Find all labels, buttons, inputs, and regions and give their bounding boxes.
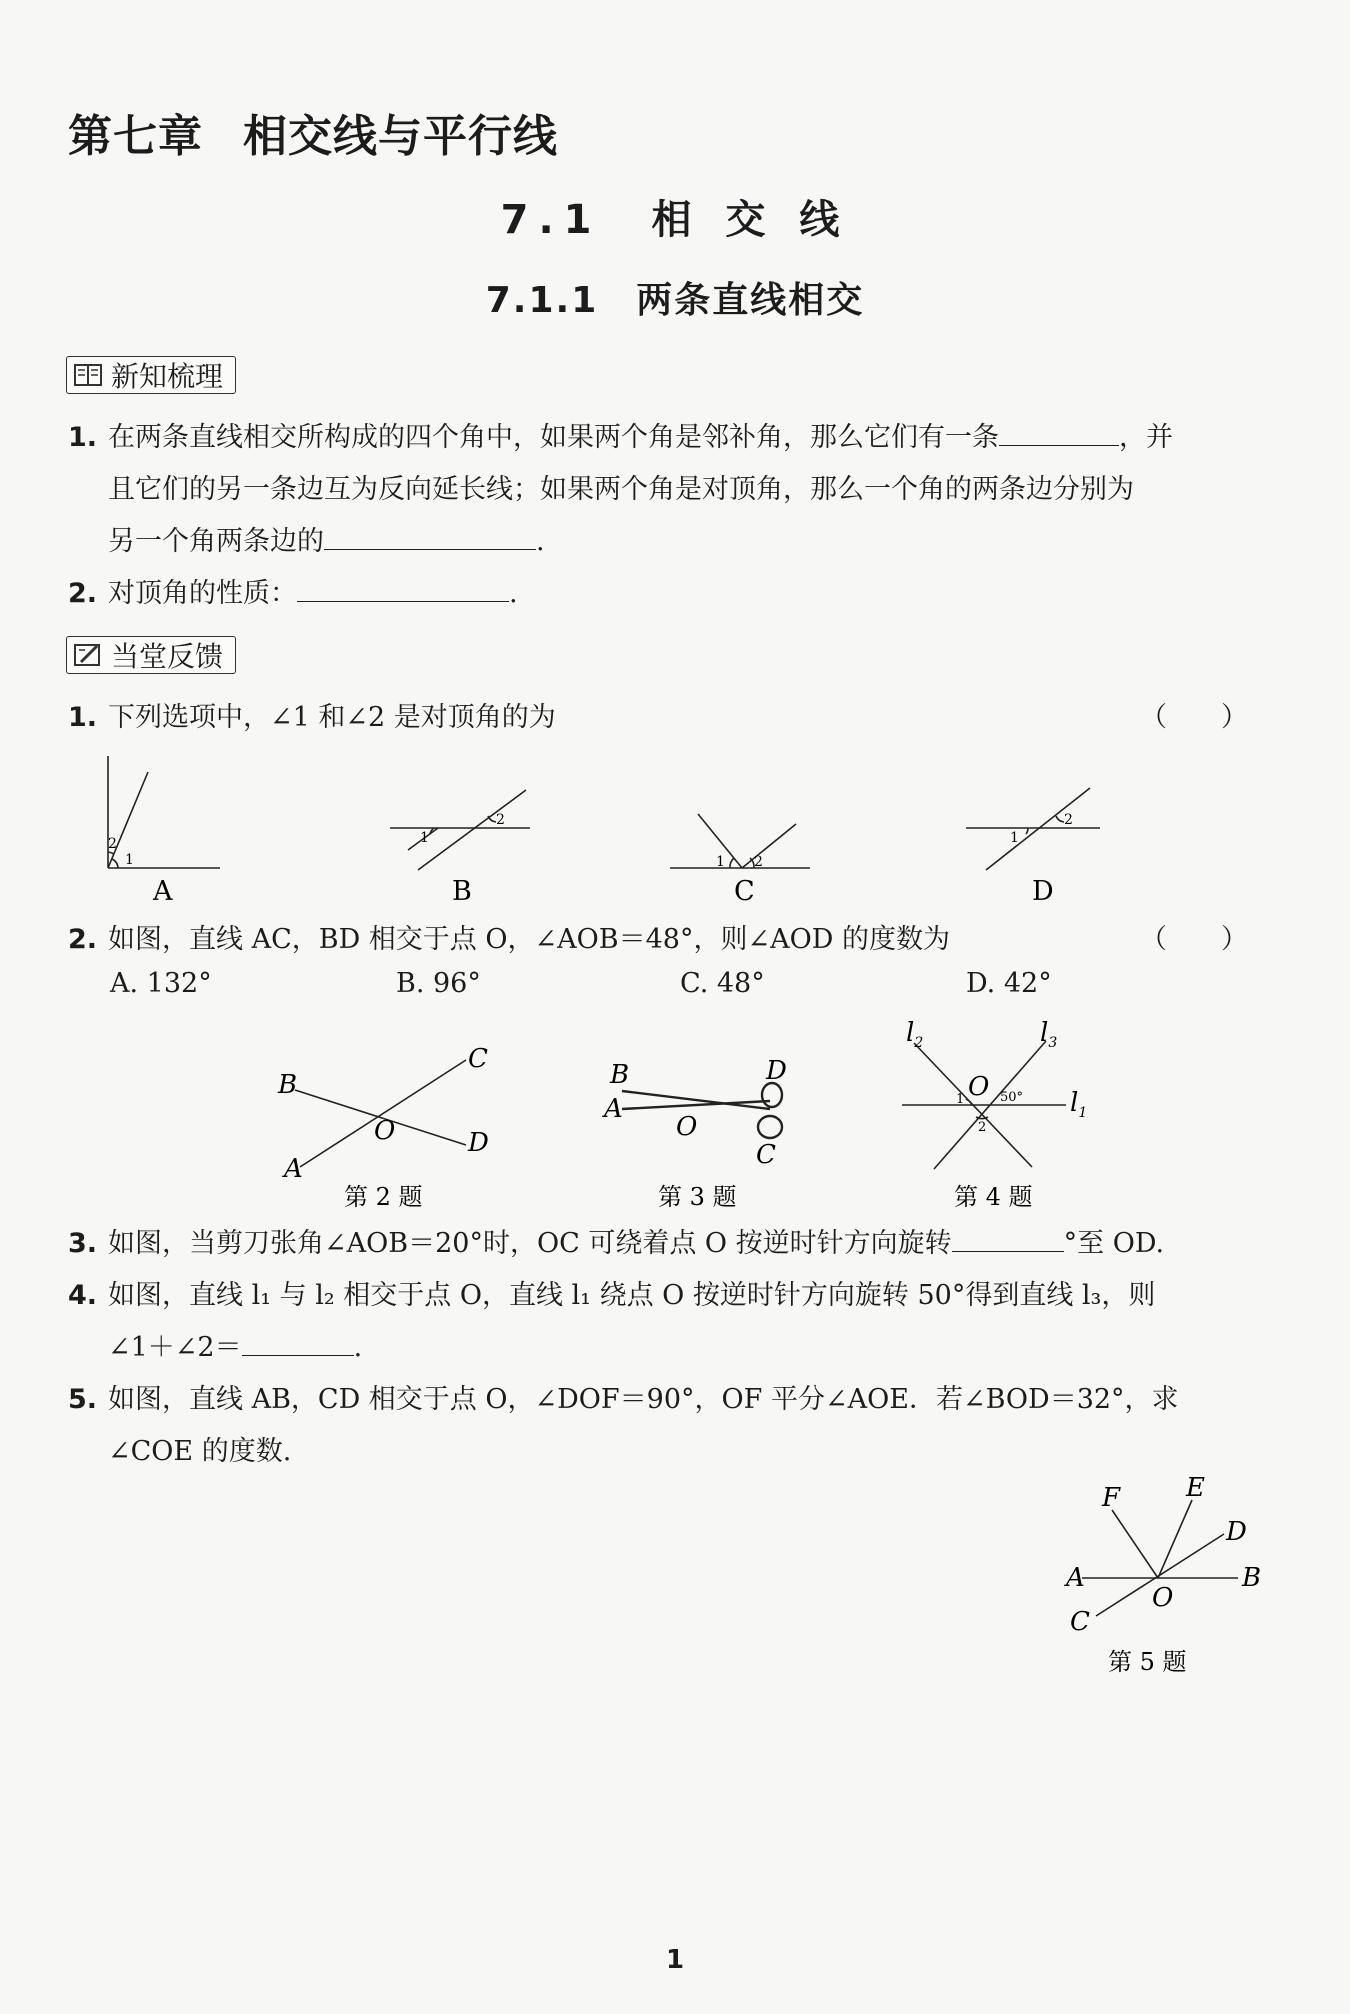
knowledge-item-2: 2. 对顶角的性质： . (68, 568, 1248, 620)
fig2-label-d: D (468, 1128, 489, 1158)
fig4-label-l3: $l_3$ (1040, 1018, 1058, 1051)
question-1: 1. 下列选项中，∠1 和∠2 是对顶角的为 （ ） (68, 692, 1248, 744)
fig5-label-f: F (1102, 1483, 1121, 1513)
q1-option-figures (90, 752, 1150, 912)
fig3-label-b: B (610, 1060, 630, 1090)
page-number: 1 (665, 1945, 685, 1975)
option-a-angle2: 2 (108, 836, 117, 852)
pencil-note-icon (73, 642, 103, 668)
fig2-label-o: O (374, 1116, 396, 1146)
answer-blank[interactable] (324, 519, 536, 550)
option-c-label[interactable]: C (734, 876, 755, 907)
choice-c[interactable]: C. 48° (680, 968, 765, 999)
option-d-label[interactable]: D (1032, 876, 1054, 907)
fig3-caption: 第 3 题 (658, 1183, 737, 1211)
chapter-prefix: 第七章 (68, 111, 203, 162)
figure-3-scissors (622, 1083, 782, 1138)
fig4-angle1: 1 (956, 1092, 965, 1107)
choice-d[interactable]: D. 42° (966, 968, 1052, 999)
option-d-angle1: 1 (1010, 830, 1019, 846)
fig5-label-c: C (1070, 1607, 1090, 1637)
fig4-label-l1: $l_1$ (1070, 1088, 1088, 1121)
fig2-caption: 第 2 题 (344, 1183, 423, 1211)
fig3-label-o: O (676, 1112, 698, 1142)
chapter-heading (68, 100, 558, 164)
fig4-label-o: O (968, 1072, 990, 1102)
question-3: 3. 如图，当剪刀张角∠AOB＝20°时，OC 可绕着点 O 按逆时针方向旋转 °至 OD. (68, 1218, 1248, 1270)
fig5-label-o: O (1152, 1583, 1174, 1613)
fig5-label-e: E (1186, 1473, 1205, 1503)
option-b-figure[interactable] (390, 790, 530, 870)
fig3-label-d: D (766, 1056, 787, 1086)
fig3-label-a: A (604, 1094, 623, 1124)
fig4-caption: 第 4 题 (954, 1183, 1033, 1211)
answer-blank[interactable] (999, 415, 1119, 446)
option-a-angle1: 1 (125, 852, 134, 868)
fig3-label-c: C (756, 1140, 776, 1170)
question-5: 5. 如图，直线 AB，CD 相交于点 O，∠DOF＝90°，OF 平分∠AOE．若∠BOD＝32°，求 ∠COE 的度数. (68, 1384, 1179, 1467)
figures-row (270, 1015, 1130, 1215)
option-c-figure[interactable] (670, 814, 810, 868)
fig4-label-l2: $l_2$ (906, 1018, 924, 1051)
answer-blank[interactable] (952, 1221, 1064, 1252)
option-b-angle1: 1 (420, 830, 429, 846)
section-title: 7.1 相 交 线 (500, 197, 850, 243)
fig4-angle-50: 50° (1000, 1090, 1024, 1105)
tag-feedback (66, 636, 236, 674)
subsection-title: 7.1.1 两条直线相交 (485, 280, 865, 321)
answer-parentheses[interactable]: （ ） (1140, 702, 1248, 733)
fig2-label-b: B (278, 1070, 298, 1100)
figure-5 (1040, 1470, 1270, 1690)
question-2: 2. 如图，直线 AC，BD 相交于点 O，∠AOB＝48°，则∠AOD 的度数为 （ ） (68, 914, 1248, 966)
figure-4 (902, 1041, 1066, 1169)
knowledge-item-1: 1. 在两条直线相交所构成的四个角中，如果两个角是邻补角，那么它们有一条 ，并 且它们的另一条边互为反向延长线；如果两个角是对顶角，那么一个角的两条边分别为 另一个角两条边的 . (68, 412, 1248, 568)
choice-a[interactable]: A. 132° (110, 968, 212, 999)
option-c-angle1: 1 (716, 854, 725, 870)
fig5-label-b: B (1242, 1563, 1262, 1593)
option-a-label[interactable]: A (153, 876, 173, 907)
tag-feedback-label: 当堂反馈 (111, 640, 224, 673)
tag-knowledge-label: 新知梳理 (111, 360, 224, 393)
option-b-label[interactable]: B (452, 876, 472, 907)
fig5-caption: 第 5 题 (1108, 1648, 1187, 1676)
fig2-label-c: C (468, 1044, 488, 1074)
fig5-label-a: A (1066, 1563, 1085, 1593)
fig4-angle2: 2 (978, 1120, 987, 1135)
fig2-label-a: A (284, 1154, 303, 1184)
option-d-figure[interactable] (966, 788, 1100, 870)
book-icon (73, 362, 103, 388)
tag-knowledge (66, 356, 236, 394)
option-d-angle2: 2 (1064, 812, 1073, 828)
answer-parentheses[interactable]: （ ） (1140, 924, 1248, 955)
question-4: 4. 如图，直线 l₁ 与 l₂ 相交于点 O，直线 l₁ 绕点 O 按逆时针方向旋转 50°得到直线 l₃，则 ∠1＋∠2＝ . (68, 1280, 1156, 1363)
figure-2 (295, 1060, 466, 1167)
chapter-title: 相交线与平行线 (243, 111, 558, 162)
answer-blank[interactable] (242, 1325, 354, 1356)
answer-blank[interactable] (297, 571, 509, 602)
option-c-angle2: 2 (754, 854, 763, 870)
option-b-angle2: 2 (496, 812, 505, 828)
choice-b[interactable]: B. 96° (396, 968, 481, 999)
fig5-label-d: D (1226, 1517, 1247, 1547)
